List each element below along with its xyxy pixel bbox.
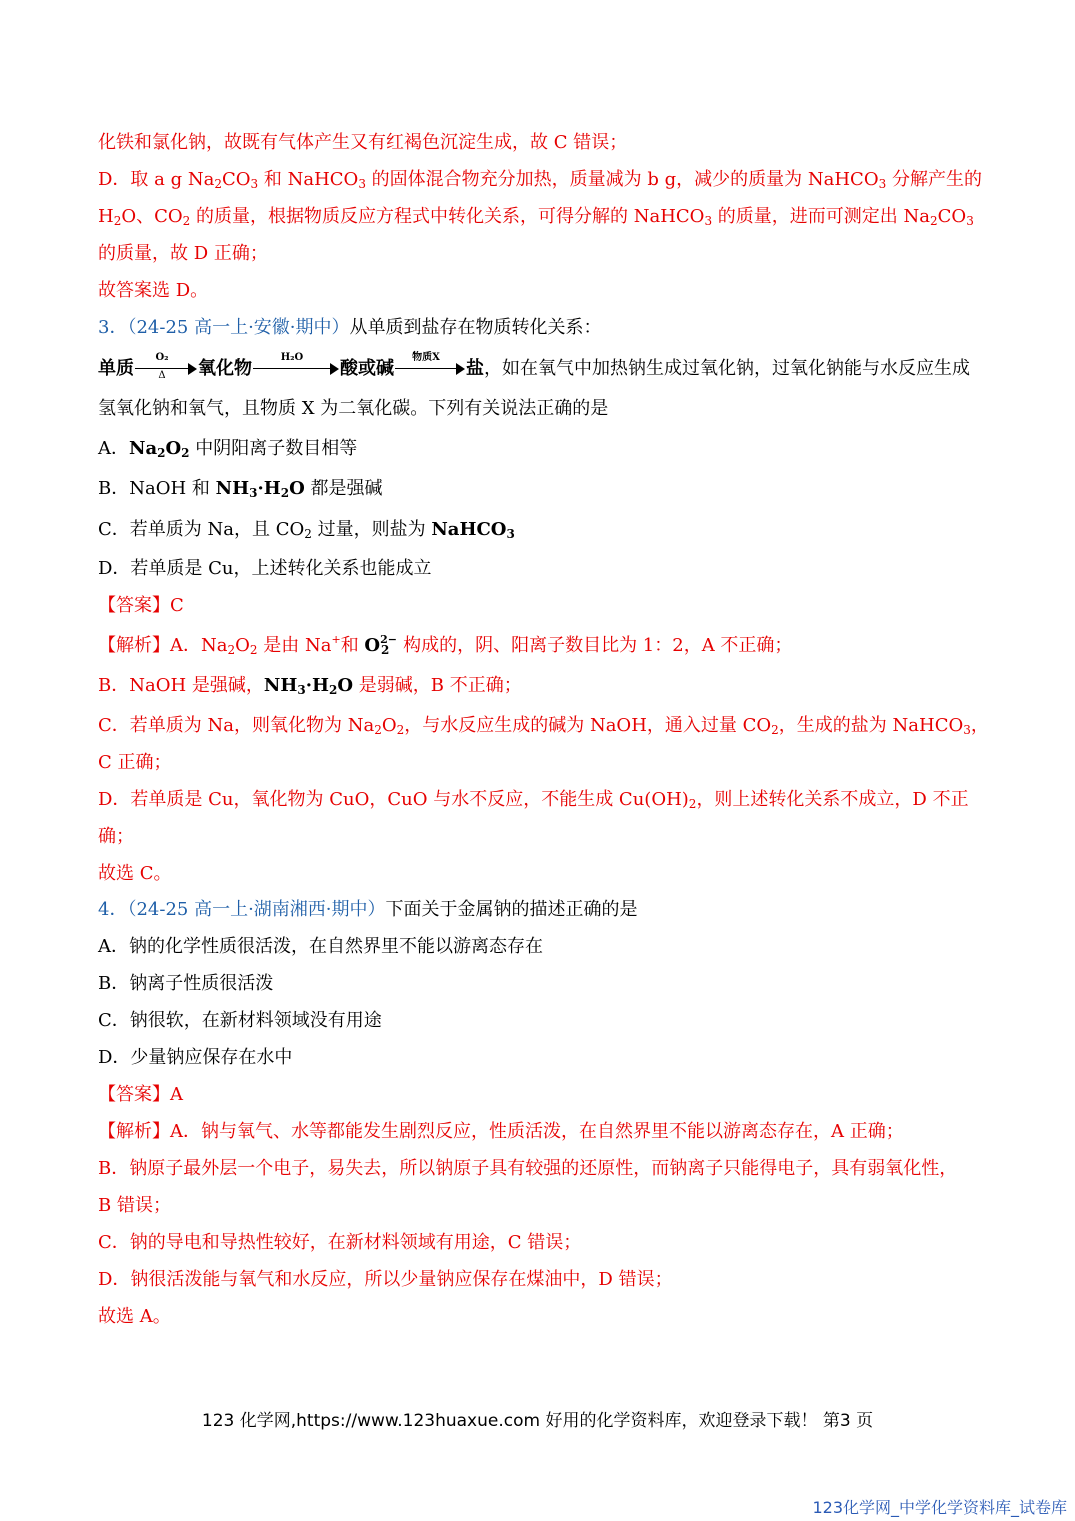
explanation-line [98,634,792,658]
text: 中阴阳离子数目相等 [189,438,358,459]
text: CO [937,206,967,227]
explanation-line [98,1305,171,1329]
text: ， [970,715,989,736]
reaction-arrow [395,352,465,378]
formula: NH [263,675,298,696]
option-b [98,972,273,996]
subscript: 2 [113,214,122,228]
text: D．少量钠应保存在水中 [98,1047,293,1068]
text-line [98,131,627,155]
text: 故答案选 D。 [98,280,209,301]
option-c [98,518,515,542]
subscript: 2 [280,486,290,500]
formula: NH [215,478,250,499]
answer [98,1083,183,1107]
text: O、CO [121,206,183,227]
watermark-link[interactable]: 123化学网_中学化学资料库_试卷库 [812,1498,1067,1517]
text-line [98,279,208,303]
arrow-label: Δ [158,370,166,381]
text: 的质量，进而可测定出 Na [712,206,931,227]
question-number: 4． [98,899,128,920]
text: C．钠的导电和导热性较好，在新材料领域有用途，C 错误； [98,1232,582,1253]
subscript: 2 [304,527,312,541]
text: C．若单质为 Na，则氧化物为 Na [98,715,375,736]
text: 【答案】C [98,595,184,616]
text: B．NaOH 和 [98,478,216,499]
answer [98,594,184,618]
text: A．钠的化学性质很活泼，在自然界里不能以游离态存在 [98,936,543,957]
arrow-label: H₂O [280,352,304,363]
text-line [98,242,268,266]
explanation-line [98,1231,581,1255]
question-number: 3． [98,317,128,338]
question-3-heading [98,316,602,340]
subscript: 2 [249,643,258,657]
text: D．取 a g Na [98,169,215,190]
text: B 错误； [98,1195,171,1216]
explanation-line [98,1120,904,1144]
explanation-line [98,788,969,812]
text: 构成的，阴、阳离子数目比为 1：2，A 不正确； [397,635,793,656]
text: B．钠离子性质很活泼 [98,973,274,994]
explanation-line [98,674,522,698]
text-line [98,168,982,192]
question-text: 从单质到盐存在物质转化关系： [349,317,602,338]
chain-node: 酸或碱 [340,358,394,379]
subscript: 2 [157,446,166,460]
text: O [381,715,397,736]
formula: O [289,478,305,499]
formula: ·H [257,478,281,499]
text: D．若单质是 Cu，氧化物为 CuO，CuO 与水不反应，不能生成 Cu(OH) [98,789,689,810]
text: O [235,635,250,656]
option-d [98,557,432,581]
question-source: （24-25 高一上·湖南湘西·期中） [127,899,386,920]
text: ，则上述转化关系不成立，D 不正 [696,789,969,810]
text: 是由 Na [257,635,332,656]
subscript: 3 [704,214,713,228]
text: 故选 A。 [98,1306,171,1327]
subscript: 2 [374,723,382,737]
page-footer: 123 化学网,https://www.123huaxue.com 好用的化学资料库，欢迎登录下载！ 第3 页 [201,1411,874,1431]
formula: NaHCO [431,519,507,540]
subscript: 2 [182,214,191,228]
formula: O [165,438,182,459]
text: ，与水反应生成的碱为 NaOH，通入过量 CO [404,715,772,736]
text: 分解产生的 [886,169,982,190]
subscript: 3 [963,723,971,737]
subscript: 2 [380,643,390,657]
option-b [98,477,383,501]
text: B．钠原子最外层一个电子，易失去，所以钠原子具有较强的还原性，而钠离子只能得电子，具有弱氧化性， [98,1158,958,1179]
explanation-line [98,1157,957,1181]
explanation-line [98,751,172,775]
text: A． [98,438,129,459]
text: 和 [340,635,365,656]
option-a [98,935,543,959]
text: D．钠很活泼能与氧气和水反应，所以少量钠应保存在煤油中，D 错误； [98,1269,673,1290]
text: 的固体混合物充分加热，质量减为 b g，减少的质量为 NaHCO [365,169,879,190]
text: C．若单质为 Na，且 CO [98,519,305,540]
arrow-label: O₂ [155,352,169,363]
text: 的质量，故 D 正确； [98,243,268,264]
question-text: 下面关于金属钠的描述正确的是 [385,899,638,920]
subscript: 2 [227,643,236,657]
question-source: （24-25 高一上·安徽·期中） [127,317,350,338]
subscript: 3 [358,177,366,191]
text-line [98,205,974,229]
text: C．钠很软，在新材料领域没有用途 [98,1010,382,1031]
text: 都是强碱 [304,478,383,499]
subscript: 2 [329,683,338,697]
subscript: 2 [181,446,190,460]
formula: O [337,675,354,696]
text-line [98,397,608,421]
text: 确； [98,826,134,847]
text: 化铁和氯化钠，故既有气体产生又有红褐色沉淀生成，故 C 错误； [98,132,628,153]
text: ，如在氧气中加热钠生成过氧化钠，过氧化钠能与水反应生成 [484,358,970,379]
formula: ·H [305,675,329,696]
subscript: 2 [930,214,938,228]
explanation-line [98,1194,171,1218]
arrow-label: 物质X [412,352,440,363]
text: 【解析】A．钠与氧气、水等都能发生剧烈反应，性质活泼，在自然界里不能以游离态存在，A 正确； [98,1121,904,1142]
text: 过量，则盐为 [311,519,432,540]
text: D．若单质是 Cu，上述转化关系也能成立 [98,558,432,579]
explanation-line [98,714,989,738]
text: C 正确； [98,752,172,773]
explanation-line [98,1268,673,1292]
subscript: 3 [966,214,974,228]
option-d [98,1046,292,1070]
chain-node: 盐 [466,358,484,379]
text: 和 NaHCO [258,169,359,190]
explanation-line [98,862,172,886]
text: CO [221,169,251,190]
text: H [98,206,114,227]
text: B．NaOH 是强碱， [98,675,264,696]
superscript: 2− [380,633,397,646]
subscript: 3 [250,177,259,191]
superscript: + [331,633,341,646]
chain-node: 氧化物 [198,358,252,379]
conversion-chain [98,352,970,381]
subscript: 3 [249,486,258,500]
subscript: 2 [214,177,222,191]
option-c [98,1009,382,1033]
text: ，生成的盐为 NaHCO [778,715,964,736]
text: 氢氧化钠和氧气，且物质 X 为二氧化碳。下列有关说法正确的是 [98,398,609,419]
text: 【解析】A．Na [98,635,228,656]
formula: O [364,635,381,656]
text: 是弱碱，B 不正确； [353,675,522,696]
subscript: 3 [297,683,306,697]
reaction-arrow [253,352,339,378]
explanation-line [98,825,134,849]
chain-node: 单质 [98,358,134,379]
subscript: 2 [688,797,697,811]
text: 【答案】A [98,1084,183,1105]
text: 的质量，根据物质反应方程式中转化关系，可得分解的 NaHCO [190,206,705,227]
subscript: 3 [506,527,515,541]
subscript: 2 [396,723,405,737]
subscript: 3 [878,177,887,191]
subscript: 2 [771,723,779,737]
text: 故选 C。 [98,863,172,884]
option-a [98,437,357,461]
formula: Na [129,438,158,459]
question-4-heading [98,898,638,922]
reaction-arrow [135,352,197,381]
